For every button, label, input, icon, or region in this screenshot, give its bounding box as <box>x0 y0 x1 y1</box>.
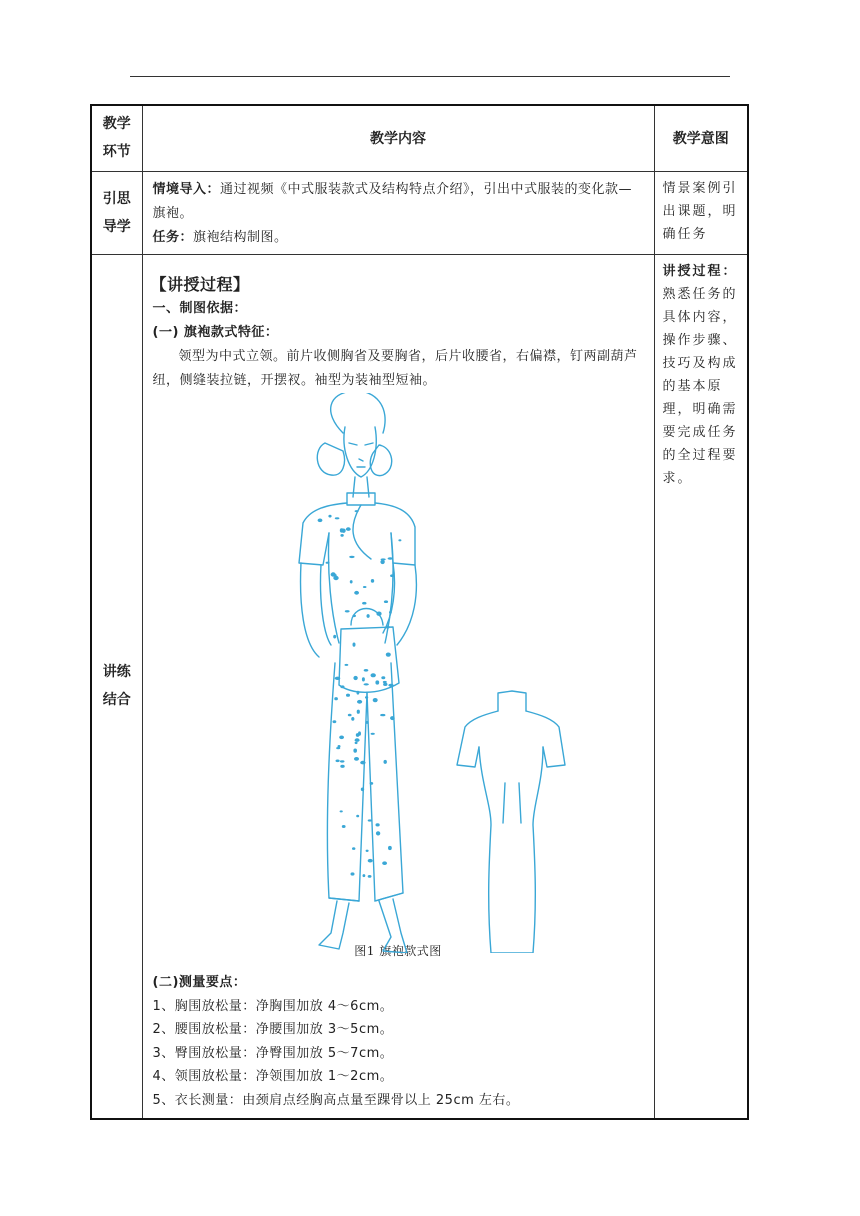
situation-paragraph <box>153 178 646 226</box>
header-stage-cell <box>91 105 142 171</box>
floral-dot <box>389 611 392 614</box>
floral-dot <box>351 717 354 721</box>
floral-dot <box>340 764 344 767</box>
main-row <box>91 254 748 1119</box>
floral-dot <box>383 759 386 763</box>
intro-row <box>91 171 748 254</box>
intro-stage-cell <box>91 171 142 254</box>
qipao-style-figure <box>153 393 644 953</box>
floral-dot <box>370 732 374 734</box>
process-title: 【讲授过程】 <box>150 274 250 294</box>
main-content-cell <box>142 254 654 1119</box>
floral-dot <box>365 720 368 723</box>
measurement-item: 3、臀围放松量：净臀围加放 5～7cm。 <box>152 1045 394 1061</box>
figure-floral-pattern <box>317 510 401 878</box>
sub1-heading <box>153 321 644 345</box>
situation-label: 情境导入： <box>152 181 221 197</box>
flat-left-sleeve <box>457 711 498 767</box>
figure-handbag <box>339 627 399 692</box>
main-stage-cell <box>91 254 142 1119</box>
floral-dot <box>339 735 344 739</box>
floral-dot <box>352 642 355 646</box>
figure-right-sleeve <box>375 503 415 565</box>
floral-dot <box>354 738 359 742</box>
floral-dot <box>325 561 329 563</box>
header-row <box>91 105 748 171</box>
intent-text: 熟悉任务的具体内容，操作步骤、技巧及构成的基本原理，明确需要完成任务的全过程要求。 <box>662 286 738 486</box>
floral-dot <box>358 731 361 735</box>
floral-dot <box>360 760 365 764</box>
floral-dot <box>337 745 340 748</box>
floral-dot <box>363 683 368 685</box>
lesson-plan-table <box>90 104 749 1120</box>
floral-dot <box>341 825 345 828</box>
floral-dot <box>375 831 379 835</box>
floral-dot <box>349 580 352 583</box>
floral-dot <box>352 847 355 850</box>
sub1-label: (一) <box>152 324 179 340</box>
floral-dot <box>382 861 387 865</box>
floral-dot <box>347 713 351 716</box>
floral-dot <box>345 527 350 531</box>
floral-dot <box>380 559 384 563</box>
qipao-illustration <box>153 393 643 953</box>
measurement-item: 4、领围放松量：净领围加放 1～2cm。 <box>152 1069 394 1084</box>
floral-dot <box>349 555 354 557</box>
floral-dot <box>339 760 344 762</box>
intro-stage-line1: 引思 <box>102 190 131 207</box>
intro-intent-cell: 情景案例引出课题，明确任务 <box>654 171 748 254</box>
figure-hem <box>329 893 403 901</box>
floral-dot <box>344 610 349 612</box>
floral-dot <box>332 720 336 723</box>
floral-dot <box>357 699 362 703</box>
floral-dot <box>362 874 365 877</box>
floral-dot <box>367 858 372 862</box>
floral-dot <box>352 614 356 616</box>
floral-dot <box>388 845 392 849</box>
floral-dot <box>370 673 375 677</box>
floral-dot <box>354 757 359 761</box>
task-paragraph <box>153 226 646 250</box>
floral-dot <box>335 759 339 762</box>
floral-dot <box>340 685 344 688</box>
floral-dot <box>334 697 338 700</box>
floral-dot <box>367 819 371 821</box>
figure-right-arm <box>383 563 416 645</box>
floral-dot <box>387 557 392 560</box>
header-rule <box>130 76 730 77</box>
floral-dot <box>366 614 369 618</box>
floral-dot <box>381 676 385 679</box>
floral-dot <box>334 676 340 679</box>
figure-skirt-left <box>327 663 367 901</box>
figure-neck <box>353 477 369 497</box>
floral-dot <box>362 586 366 588</box>
floral-dot <box>350 872 354 875</box>
flat-darts <box>503 783 521 823</box>
floral-dot <box>363 669 368 672</box>
floral-dot <box>361 677 364 681</box>
floral-dot <box>333 634 336 638</box>
floral-dot <box>346 693 350 696</box>
floral-dot <box>354 590 359 594</box>
figure-hair-top <box>330 393 384 433</box>
measurement-item: 5、衣长测量：由颈肩点经胸高点量至踝骨以上 25cm 左右。 <box>152 1092 520 1108</box>
floral-dot <box>356 690 359 694</box>
floral-dot <box>365 849 368 851</box>
floral-dot <box>388 683 393 686</box>
floral-dot <box>340 534 343 537</box>
floral-dot <box>354 510 358 512</box>
floral-dot <box>383 682 387 685</box>
floral-dot <box>356 814 359 817</box>
measurement-item: 1、胸围放松量：净胸围加放 4～6cm。 <box>152 998 394 1014</box>
sub2-heading: (二)测量要点： <box>152 974 247 990</box>
header-stage-line2: 环节 <box>102 144 131 161</box>
main-stage-line2: 结合 <box>102 692 131 709</box>
flat-right-sleeve <box>526 711 565 767</box>
floral-dot <box>353 748 357 752</box>
figure-diagonal-placket <box>352 505 370 559</box>
floral-dot <box>339 810 342 812</box>
floral-dot <box>328 514 331 517</box>
floral-dot <box>317 518 322 522</box>
floral-dot <box>365 696 368 699</box>
floral-dot <box>362 601 366 604</box>
measurement-list <box>153 995 644 1113</box>
floral-dot <box>375 680 379 684</box>
header-stage-line1: 教学 <box>102 116 131 133</box>
main-intent-cell <box>654 254 748 1119</box>
figure-left-arm <box>300 563 330 657</box>
figure-facial-features <box>349 443 373 467</box>
floral-dot <box>382 680 386 682</box>
floral-dot <box>385 652 390 656</box>
floral-dot <box>375 823 379 826</box>
floral-dot <box>334 517 339 519</box>
floral-dot <box>367 875 371 878</box>
header-intent-cell: 教学意图 <box>654 105 748 171</box>
header-content-cell: 教学内容 <box>142 105 654 171</box>
figure-right-leg <box>379 899 407 953</box>
intro-stage-line2: 导学 <box>102 218 131 235</box>
task-label: 任务： <box>152 229 194 245</box>
floral-dot <box>330 572 335 576</box>
floral-dot <box>398 539 401 541</box>
floral-dot <box>385 625 389 628</box>
floral-dot <box>344 663 348 665</box>
floral-dot <box>356 709 359 713</box>
floral-dot <box>370 579 373 583</box>
floral-dot <box>369 782 373 785</box>
style-description: 领型为中式立领。前片收侧胸省及要胸省，后片收腰省，右偏襟，钉两副葫芦纽，侧缝装拉链，开摆衩。袖型为装袖型短袖。 <box>152 348 638 388</box>
flat-body <box>479 747 543 953</box>
floral-dot <box>354 741 357 743</box>
measurement-item: 2、腰围放松量：净腰围加放 3～5cm。 <box>152 1022 394 1037</box>
figure-left-leg <box>319 901 349 949</box>
floral-dot <box>353 675 357 679</box>
flat-collar <box>498 691 526 711</box>
floral-dot <box>390 574 394 577</box>
floral-dot <box>372 698 377 702</box>
floral-dot <box>360 787 363 791</box>
floral-dot <box>383 600 387 603</box>
section1-heading: 一、制图依据： <box>152 300 248 316</box>
main-stage-line1: 讲练 <box>102 664 131 681</box>
floral-dot <box>376 611 381 615</box>
sub1-title: 旗袍款式特征： <box>178 324 279 340</box>
floral-dot <box>390 716 395 720</box>
figure-standing-collar <box>347 493 375 505</box>
figure-left-sleeve <box>299 503 347 565</box>
situation-text: 通过视频《中式服装款式及结构特点介绍》，引出中式服装的变化款—旗袍。 <box>152 181 633 221</box>
figure-caption: 图1 旗袍款式图 <box>354 943 442 958</box>
floral-dot <box>380 713 385 715</box>
floral-dot <box>339 528 343 532</box>
intro-content-cell <box>142 171 654 254</box>
task-text: 旗袍结构制图。 <box>193 229 288 245</box>
intent-label: 讲授过程： <box>662 263 738 279</box>
figure-hair-left-curl <box>317 443 344 475</box>
figure-skirt-right <box>367 663 403 901</box>
